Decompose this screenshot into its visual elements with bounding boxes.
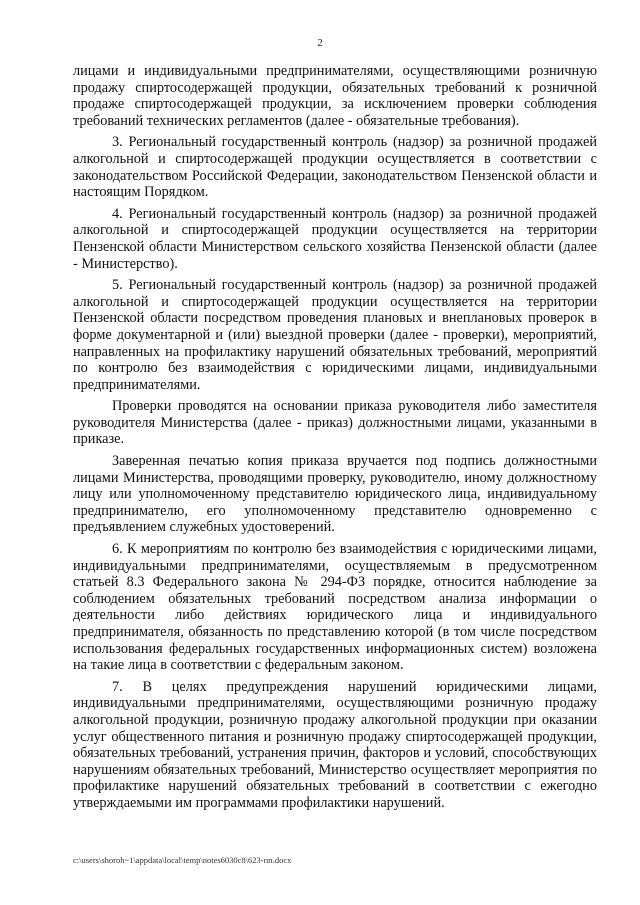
paragraph-order-copy: Заверенная печатью копия приказа вручается под подпись должностными лицами Министерства, проводящими проверку, руководителю, иному должностному лицу или уполномоченному представителю юридического лица, индивидуальному предпринимателю, его уполномоченному представителю одновременно с предъявлением служебных удостоверений.: [73, 453, 597, 536]
paragraph-5: 5. Региональный государственный контроль (надзор) за розничной продажей алкогольной и спиртосодержащей продукции осуществляется на территории Пензенской области посредством проведения плановых и внеплановых проверок в форме документарной и (или) выездной проверки (далее - проверки), мероприятий, направленных на профилактику нарушений обязательных требований, мероприятий по контролю без взаимодействия с юридическими лицами, индивидуальными предпринимателями.: [73, 277, 597, 393]
document-body: [73, 63, 597, 817]
paragraph-continuation: лицами и индивидуальными предпринимателями, осуществляющими розничную продажу спиртосодержащей продукции, обязательных требований к розничной продаже спиртосодержащей продукции, за исключением проверки соблюдения требований технических регламентов (далее - обязательные требования).: [73, 63, 597, 129]
paragraph-4: 4. Региональный государственный контроль (надзор) за розничной продажей алкогольной и спиртосодержащей продукции осуществляется на территории Пензенской области Министерством сельского хозяйства Пензенской области (далее - Министерство).: [73, 205, 597, 272]
paragraph-3: 3. Региональный государственный контроль (надзор) за розничной продажей алкогольной и спиртосодержащей продукции осуществляется в соответствии с законодательством Российской Федерации, законодательством Пензенской области и настоящим Порядком.: [73, 134, 597, 201]
paragraph-inspections: Проверки проводятся на основании приказа руководителя либо заместителя руководителя Министерства (далее - приказ) должностными лицами, указанными в приказе.: [73, 398, 597, 448]
paragraph-6: 6. К мероприятиям по контролю без взаимодействия с юридическими лицами, индивидуальными предпринимателями, осуществляемым в предусмотренном статьей 8.3 Федерального закона № 294-ФЗ порядке, относится наблюдение за соблюдением обязательных требований посредством анализа информации о деятельности либо действиях юридического лица и индивидуального предпринимателя, обязанность по представлению которой (в том числе посредством использования федеральных государственных информационных систем) возложена на такие лица в соответствии с федеральным законом.: [73, 541, 597, 674]
paragraph-7: 7. В целях предупреждения нарушений юридическими лицами, индивидуальными предпринимателями, осуществляющими розничную продажу алкогольной продукции, розничную продажу алкогольной продукции при оказании услуг общественного питания и розничную продажу спиртосодержащей продукции, обязательных требований, устранения причин, факторов и условий, способствующих нарушениям обязательных требований, Министерство осуществляет мероприятия по профилактике нарушений обязательных требований в соответствии с ежегодно утверждаемыми им программами профилактики нарушений.: [73, 678, 597, 811]
footer-file-path: c:\users\shoroh~1\appdata\local\temp\notes6030c8\623-пп.docx: [73, 855, 292, 865]
page-number: 2: [317, 37, 323, 49]
